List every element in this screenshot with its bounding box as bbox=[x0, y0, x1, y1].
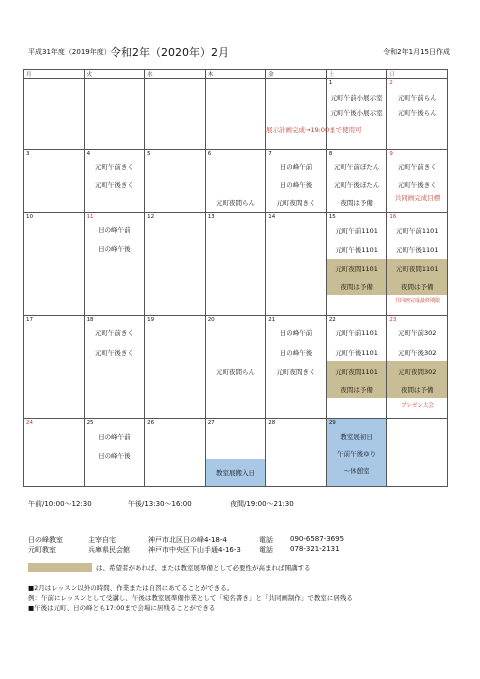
session-line: 夜間は予備 bbox=[400, 283, 434, 291]
contact-name: 元町教室 bbox=[28, 546, 56, 554]
day-number: 14 bbox=[268, 214, 276, 220]
day-cell bbox=[387, 79, 448, 150]
day-cell bbox=[145, 316, 206, 419]
weekday-fri: 金 bbox=[266, 70, 327, 79]
day-number: 27 bbox=[207, 420, 215, 426]
day-cell bbox=[24, 79, 85, 150]
day-number: 22 bbox=[328, 317, 336, 323]
day-cell bbox=[84, 419, 145, 487]
session-line: 元町午前1101 bbox=[395, 227, 439, 235]
session-line: 元町夜間らん bbox=[215, 199, 255, 207]
contact-venue: 主宰自宅 bbox=[88, 536, 116, 544]
page-title: 令和2年（2020年）2月 bbox=[110, 46, 229, 59]
day-cell bbox=[266, 419, 327, 487]
session-line: 元町夜間きく bbox=[276, 199, 316, 207]
session-line: 元町午前らん bbox=[397, 94, 437, 102]
day-cell bbox=[145, 150, 206, 213]
note-line: ■2月はレッスン以外の時間、作業または自習にあてることができる。 bbox=[28, 584, 234, 592]
day-cell bbox=[326, 213, 387, 316]
day-number: 8 bbox=[328, 151, 333, 157]
week-row bbox=[24, 79, 448, 150]
session-line: 日の峰午前 bbox=[98, 226, 131, 234]
session-line: 元町午後きく bbox=[94, 349, 134, 357]
day-number: 23 bbox=[389, 317, 397, 323]
day-number: 17 bbox=[26, 317, 33, 323]
contact-address: 神戸市中央区下山手通4-16-3 bbox=[148, 546, 241, 554]
weekday-mon: 月 bbox=[24, 70, 85, 79]
weekday-thu: 木 bbox=[205, 70, 266, 79]
day-number: 12 bbox=[147, 214, 155, 220]
session-line: 元町午前きく bbox=[94, 163, 134, 171]
day-cell bbox=[84, 213, 145, 316]
session-line: 日の峰午後 bbox=[279, 181, 313, 189]
week-row bbox=[24, 419, 448, 487]
session-line: 元町午後1101 bbox=[395, 246, 439, 254]
week-row bbox=[24, 213, 448, 316]
session-line: 元町午後302 bbox=[397, 349, 437, 357]
day-number: 2 bbox=[389, 80, 393, 86]
day-number: 13 bbox=[207, 214, 215, 220]
day-cell bbox=[326, 150, 387, 213]
afternoon-time: 午後/13:30～16:00 bbox=[128, 500, 192, 508]
day-number: 5 bbox=[147, 151, 151, 157]
optional-legend-swatch bbox=[28, 563, 92, 572]
note-line: ■午後は元町、日の峰とも17:00まで会場に居残ることができる bbox=[28, 604, 216, 612]
day-number: 29 bbox=[328, 420, 336, 426]
red-note-joint-painting-target: 共同画完成目標 bbox=[394, 194, 441, 202]
session-line: 夜間は予備 bbox=[340, 283, 373, 291]
session-line: 日の峰午前 bbox=[279, 329, 313, 337]
day-cell bbox=[326, 316, 387, 419]
day-number: 9 bbox=[389, 151, 393, 157]
week-row bbox=[24, 150, 448, 213]
session-line: 元町午後きく bbox=[94, 181, 134, 189]
contact-tel-label: 電話 bbox=[259, 546, 273, 554]
session-line: 日の峰午後 bbox=[98, 245, 131, 253]
session-line: 元町午前ぼたん bbox=[333, 163, 380, 171]
day-number: 3 bbox=[26, 151, 30, 157]
session-line: 元町午後らん bbox=[397, 109, 437, 117]
day-number: 1 bbox=[328, 80, 333, 86]
day-cell bbox=[326, 79, 387, 150]
day-cell bbox=[387, 150, 448, 213]
session-line: 日の峰午前 bbox=[98, 433, 131, 441]
session-line: 夜間は予備 bbox=[340, 386, 373, 394]
weekday-sun: 日 bbox=[387, 70, 448, 79]
optional-legend-text: は、希望者があれば、または教室展準備として必要性が高まれば開講する bbox=[96, 564, 311, 572]
day-number: 11 bbox=[86, 214, 94, 220]
session-line: 元町午前きく bbox=[397, 163, 437, 171]
night-time: 夜間/19:00～21:30 bbox=[230, 500, 294, 508]
session-line: 元町夜間302 bbox=[397, 368, 437, 376]
day-cell bbox=[145, 213, 206, 316]
day-number: 24 bbox=[26, 420, 33, 426]
day-cell bbox=[266, 79, 327, 150]
day-cell bbox=[145, 419, 206, 487]
session-line: 元町午後きく bbox=[397, 181, 437, 189]
day-cell bbox=[84, 316, 145, 419]
session-line: 元町午前きく bbox=[94, 329, 134, 337]
day-number: 4 bbox=[86, 151, 91, 157]
red-note-joint-painting-deadline: 共同画完成最終期限 bbox=[394, 298, 440, 304]
session-line: 教室展初日 bbox=[340, 433, 373, 441]
week-row bbox=[24, 316, 448, 419]
day-number: 10 bbox=[26, 214, 33, 220]
day-number: 20 bbox=[207, 317, 215, 323]
session-line: 日の峰午前 bbox=[279, 163, 313, 171]
session-line: 元町午後ぼたん bbox=[333, 181, 380, 189]
session-line: 元町午前1101 bbox=[335, 227, 378, 235]
day-cell bbox=[205, 316, 266, 419]
day-cell bbox=[24, 419, 85, 487]
created-date: 令和2年1月15日作成 bbox=[383, 48, 450, 56]
red-note-presentation: プレゼン大会 bbox=[401, 403, 434, 409]
day-cell bbox=[387, 419, 448, 487]
day-cell bbox=[205, 150, 266, 213]
session-line: 元町夜間1101 bbox=[335, 265, 378, 273]
day-number: 15 bbox=[328, 214, 336, 220]
day-cell bbox=[266, 316, 327, 419]
session-line: 日の峰午後 bbox=[98, 452, 131, 460]
day-cell bbox=[24, 213, 85, 316]
session-line: 元町夜間1101 bbox=[335, 368, 378, 376]
session-line: 教室展搬入日 bbox=[215, 469, 255, 477]
contact-tel-label: 電話 bbox=[259, 536, 273, 544]
calendar-header bbox=[28, 44, 450, 60]
day-number: 26 bbox=[147, 420, 155, 426]
day-number: 25 bbox=[86, 420, 94, 426]
day-number: 18 bbox=[86, 317, 94, 323]
session-line: 元町午前小展示室 bbox=[330, 94, 383, 102]
weekday-header-row bbox=[24, 70, 448, 79]
day-cell bbox=[205, 419, 266, 487]
day-cell bbox=[84, 79, 145, 150]
session-line: 元町夜間1101 bbox=[395, 265, 439, 273]
note-line: 例：午前にレッスンとして受講し、午後は教室展準備作業として「宛名書き」と「共同画制作」で教室に居残る bbox=[28, 594, 353, 602]
red-note-exhibit-plan: 展示計画完成→19:00まで使用可 bbox=[266, 126, 362, 134]
day-number: 21 bbox=[268, 317, 276, 323]
day-cell bbox=[326, 419, 387, 487]
day-cell bbox=[266, 213, 327, 316]
session-line: 元町午前302 bbox=[397, 329, 437, 337]
contact-name: 日の峰教室 bbox=[28, 536, 63, 544]
morning-time: 午前/10:00～12:30 bbox=[28, 500, 92, 508]
session-line: 元町夜間きく bbox=[276, 368, 316, 376]
session-line: 元町午後小展示室 bbox=[330, 109, 383, 117]
weekday-wed: 水 bbox=[145, 70, 206, 79]
contact-tel: 078-321-2131 bbox=[290, 545, 340, 553]
session-line: 元町午前1101 bbox=[335, 329, 378, 337]
day-number: 19 bbox=[147, 317, 155, 323]
fiscal-year-label: 平成31年度（2019年度） bbox=[28, 48, 111, 56]
session-line: 日の峰午後 bbox=[279, 349, 313, 357]
day-cell bbox=[205, 79, 266, 150]
day-number: 7 bbox=[268, 151, 272, 157]
session-line: 午前午後ゆり bbox=[337, 450, 377, 458]
session-line: 元町午後1101 bbox=[335, 349, 378, 357]
weekday-sat: 土 bbox=[326, 70, 387, 79]
session-line: ～休憩室 bbox=[343, 467, 370, 475]
session-line: 元町夜間らん bbox=[215, 368, 255, 376]
session-line: 夜間は予備 bbox=[400, 386, 434, 394]
day-cell bbox=[145, 79, 206, 150]
day-cell bbox=[84, 150, 145, 213]
contact-venue: 兵庫県民会館 bbox=[88, 546, 130, 554]
weekday-tue: 火 bbox=[84, 70, 145, 79]
contact-tel: 090-6587-3695 bbox=[290, 535, 345, 543]
day-number: 16 bbox=[389, 214, 397, 220]
day-cell bbox=[24, 316, 85, 419]
session-line: 元町午後1101 bbox=[335, 246, 378, 254]
day-cell bbox=[24, 150, 85, 213]
session-line: 夜間は予備 bbox=[340, 199, 373, 207]
day-number: 6 bbox=[207, 151, 212, 157]
day-cell bbox=[205, 213, 266, 316]
day-number: 28 bbox=[268, 420, 276, 426]
day-cell bbox=[266, 150, 327, 213]
contact-address: 神戸市北区日の峰4-18-4 bbox=[148, 536, 227, 544]
